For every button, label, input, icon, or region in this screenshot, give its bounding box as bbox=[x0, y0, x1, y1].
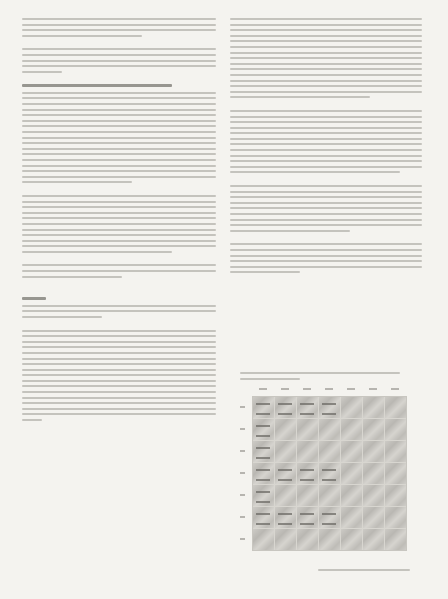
section-heading bbox=[22, 297, 46, 300]
column-header bbox=[252, 388, 274, 390]
grid-cell bbox=[319, 507, 340, 528]
grid-cell bbox=[319, 397, 340, 418]
paragraph bbox=[22, 18, 216, 37]
column-header bbox=[274, 388, 296, 390]
grid-cell bbox=[363, 529, 384, 550]
grid-cell bbox=[253, 463, 274, 484]
row-header bbox=[240, 462, 252, 484]
figure-image-grid bbox=[252, 396, 407, 551]
grid-cell bbox=[341, 485, 362, 506]
left-column bbox=[22, 18, 216, 425]
grid-cell bbox=[297, 529, 318, 550]
right-column bbox=[230, 18, 422, 277]
grid-cell bbox=[319, 485, 340, 506]
paragraph bbox=[22, 195, 216, 253]
column-header bbox=[340, 388, 362, 390]
column-header bbox=[318, 388, 340, 390]
figure bbox=[240, 372, 412, 551]
column-header bbox=[362, 388, 384, 390]
row-header bbox=[240, 418, 252, 440]
grid-cell bbox=[385, 507, 406, 528]
grid-cell bbox=[297, 507, 318, 528]
grid-cell bbox=[385, 463, 406, 484]
paragraph bbox=[230, 110, 422, 174]
figure-row-headers bbox=[240, 396, 252, 551]
grid-cell bbox=[341, 529, 362, 550]
grid-cell bbox=[253, 529, 274, 550]
paragraph bbox=[22, 264, 216, 277]
row-header bbox=[240, 440, 252, 462]
grid-cell bbox=[341, 441, 362, 462]
grid-cell bbox=[341, 463, 362, 484]
grid-cell bbox=[253, 419, 274, 440]
grid-cell bbox=[341, 419, 362, 440]
grid-cell bbox=[275, 419, 296, 440]
grid-cell bbox=[275, 485, 296, 506]
grid-cell bbox=[275, 529, 296, 550]
grid-cell bbox=[385, 529, 406, 550]
grid-cell bbox=[297, 397, 318, 418]
column-header bbox=[296, 388, 318, 390]
grid-cell bbox=[253, 441, 274, 462]
paragraph bbox=[22, 305, 216, 318]
grid-cell bbox=[275, 397, 296, 418]
grid-cell bbox=[297, 485, 318, 506]
row-header bbox=[240, 506, 252, 528]
grid-cell bbox=[363, 463, 384, 484]
grid-cell bbox=[297, 463, 318, 484]
grid-cell bbox=[319, 419, 340, 440]
grid-cell bbox=[275, 441, 296, 462]
grid-cell bbox=[363, 419, 384, 440]
grid-cell bbox=[385, 441, 406, 462]
grid-cell bbox=[319, 441, 340, 462]
grid-cell bbox=[253, 397, 274, 418]
grid-cell bbox=[363, 507, 384, 528]
grid-cell bbox=[297, 419, 318, 440]
grid-cell bbox=[275, 507, 296, 528]
paragraph bbox=[230, 243, 422, 273]
column-header bbox=[384, 388, 406, 390]
grid-cell bbox=[275, 463, 296, 484]
figure-caption bbox=[240, 372, 412, 380]
grid-cell bbox=[253, 485, 274, 506]
paragraph bbox=[22, 48, 216, 72]
grid-cell bbox=[363, 397, 384, 418]
grid-cell bbox=[363, 485, 384, 506]
paragraph bbox=[22, 330, 216, 422]
grid-cell bbox=[297, 441, 318, 462]
grid-cell bbox=[341, 397, 362, 418]
grid-cell bbox=[385, 419, 406, 440]
grid-cell bbox=[363, 441, 384, 462]
row-header bbox=[240, 528, 252, 550]
grid-cell bbox=[341, 507, 362, 528]
section-heading bbox=[22, 84, 172, 87]
paragraph bbox=[230, 18, 422, 98]
grid-cell bbox=[253, 507, 274, 528]
grid-cell bbox=[319, 529, 340, 550]
figure-column-headers bbox=[252, 388, 412, 390]
paragraph bbox=[230, 185, 422, 232]
grid-cell bbox=[319, 463, 340, 484]
grid-cell bbox=[385, 485, 406, 506]
paragraph bbox=[22, 92, 216, 184]
grid-cell bbox=[385, 397, 406, 418]
page-footer bbox=[318, 569, 410, 575]
row-header bbox=[240, 484, 252, 506]
row-header bbox=[240, 396, 252, 418]
